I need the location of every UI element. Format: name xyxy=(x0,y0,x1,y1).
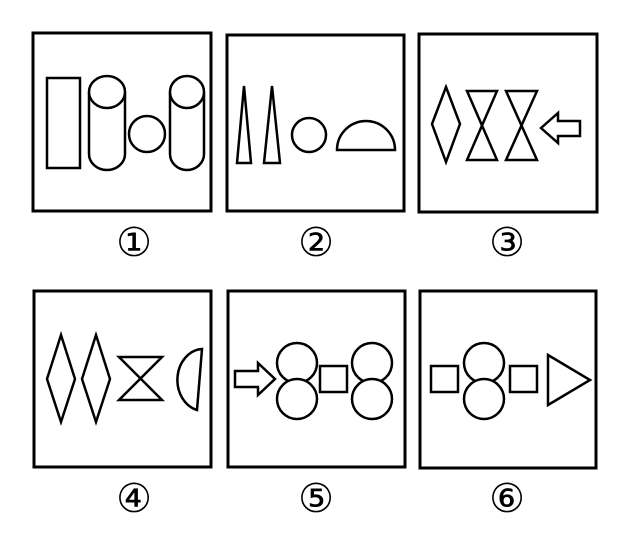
panel-3-label: ③ xyxy=(489,220,525,266)
rectangle-shape xyxy=(47,78,80,168)
circle-shape xyxy=(352,343,392,383)
cylinder-top xyxy=(170,76,204,108)
circle-shape xyxy=(292,118,326,152)
panel-1-label: ① xyxy=(116,220,152,266)
cylinder-top xyxy=(89,76,125,108)
circle-shape xyxy=(464,343,504,383)
circle-shape xyxy=(352,379,392,419)
panel-1-shapes xyxy=(47,76,204,170)
circle-shape xyxy=(277,343,317,383)
circle-shape xyxy=(129,116,165,152)
square-shape xyxy=(510,366,537,392)
circle-shape xyxy=(464,379,504,419)
panel-2-label: ② xyxy=(298,220,334,266)
panel-6-label: ⑥ xyxy=(489,476,525,522)
panel-4-label: ④ xyxy=(116,476,152,522)
square-shape xyxy=(320,366,347,392)
square-shape xyxy=(431,366,458,392)
panel-5-label: ⑤ xyxy=(298,476,334,522)
circle-shape xyxy=(277,379,317,419)
